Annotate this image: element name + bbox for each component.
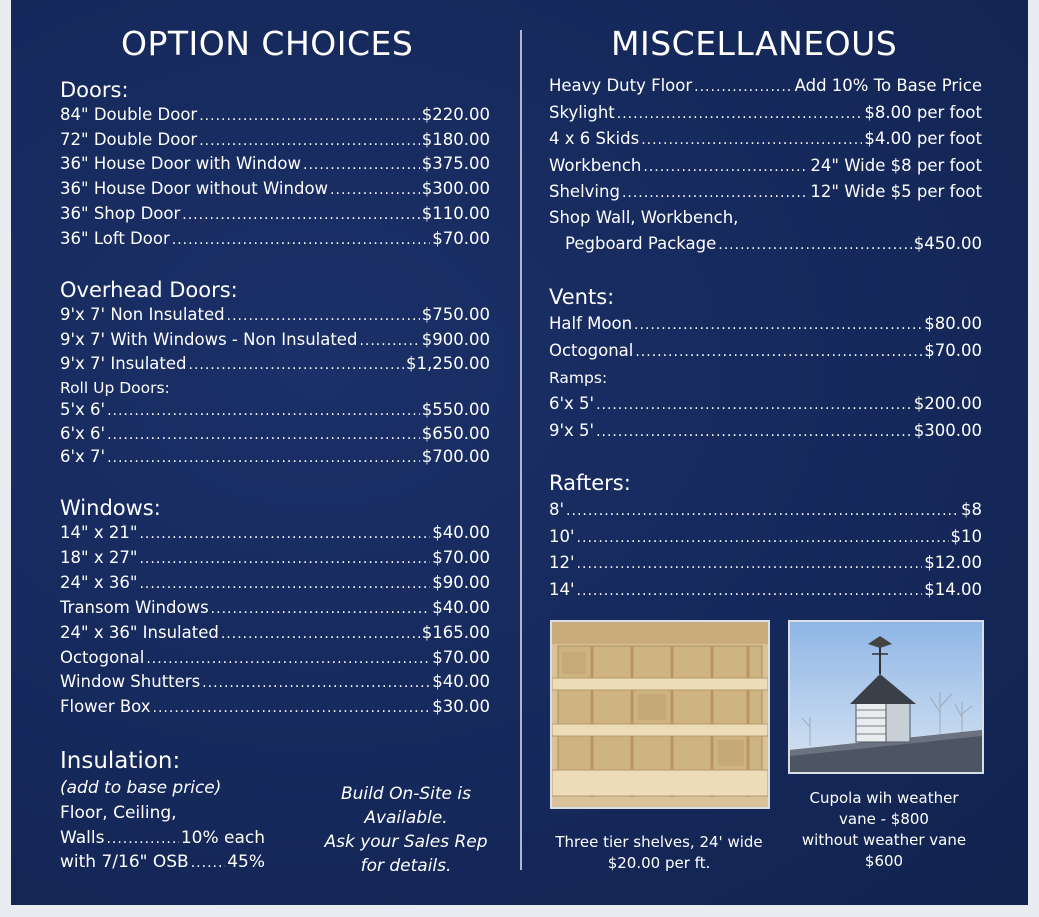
ramp-item-label: 6'x 5' <box>549 394 595 413</box>
shelves-illustration <box>552 622 768 807</box>
leader-dots <box>566 499 959 523</box>
leader-dots <box>617 102 863 126</box>
overhead-door-item <box>60 328 490 352</box>
misc-item-label: Workbench <box>549 155 642 175</box>
onsite-line2: Available. <box>364 808 448 828</box>
leader-dots <box>577 526 949 550</box>
roll-up-door-item-price: $550.00 <box>421 400 490 419</box>
window-item-label: 24" x 36" <box>60 572 138 592</box>
window-item-price: $165.00 <box>421 622 490 642</box>
shelves-caption-line2: $20.00 per ft. <box>607 854 711 872</box>
overhead-doors-heading: Overhead Doors: <box>60 278 238 302</box>
door-item-price: $70.00 <box>432 228 490 248</box>
vent-item <box>549 312 982 336</box>
roll-up-door-item-price: $700.00 <box>421 447 490 467</box>
vent-item-label: Half Moon <box>549 314 633 333</box>
leader-dots <box>718 233 911 257</box>
miscellaneous-title: MISCELLANEOUS <box>611 24 898 63</box>
leader-dots <box>182 203 420 227</box>
door-item-label: 36" House Door without Window <box>60 179 329 199</box>
door-item-price: $375.00 <box>421 154 490 174</box>
rafter-item <box>549 525 982 549</box>
rafter-item-price: $12.00 <box>924 553 982 573</box>
misc-item-price: $4.00 per foot <box>864 129 982 149</box>
door-item-label: 36" House Door with Window <box>60 154 302 174</box>
window-item <box>60 596 490 620</box>
window-item <box>60 670 490 694</box>
roll-up-door-item-label: 6'x 6' <box>60 423 106 443</box>
window-item-price: $30.00 <box>432 697 490 717</box>
insulation-note: (add to base price) <box>60 778 222 798</box>
rafter-item-label: 10' <box>549 526 575 546</box>
vent-item-label: Octogonal <box>549 341 634 360</box>
misc-item-label: Shelving <box>549 182 620 202</box>
rafter-item <box>549 578 982 602</box>
leader-dots <box>199 104 420 128</box>
overhead-door-item-price: $750.00 <box>421 305 490 324</box>
vents-heading: Vents: <box>549 285 615 309</box>
rafter-item-price: $8 <box>961 500 982 519</box>
window-item-label: 24" x 36" Insulated <box>60 622 219 642</box>
leader-dots <box>189 353 405 377</box>
misc-item-label: 4 x 6 Skids <box>549 129 640 149</box>
ramp-item-price: $200.00 <box>913 394 982 413</box>
window-item <box>60 695 490 719</box>
leader-dots <box>146 647 430 671</box>
door-item <box>60 152 490 176</box>
misc-item <box>549 101 982 125</box>
door-item-label: 72" Double Door <box>60 129 198 149</box>
misc-item-price: $8.00 per foot <box>864 102 982 122</box>
overhead-door-item-label: 9'x 7' With Windows - Non Insulated <box>60 329 358 349</box>
window-item <box>60 546 490 570</box>
roll-up-door-item-price: $650.00 <box>421 423 490 443</box>
window-item-price: $70.00 <box>432 547 490 567</box>
ramp-item-price: $300.00 <box>913 421 982 440</box>
window-item-label: 14" x 21" <box>60 523 138 542</box>
leader-dots <box>221 622 420 646</box>
ramps-label: Ramps: <box>549 369 608 387</box>
vent-item-price: $70.00 <box>924 341 982 360</box>
leader-dots <box>641 128 862 152</box>
insulation-osb-label: with 7/16" OSB <box>60 852 189 872</box>
doors-heading: Doors: <box>60 78 129 102</box>
door-item <box>60 177 490 201</box>
misc-item <box>549 127 982 151</box>
leader-dots <box>172 228 431 252</box>
misc-item-price: 12" Wide $5 per foot <box>810 182 982 202</box>
misc-item-price: Add 10% To Base Price <box>794 76 982 95</box>
option-choices-title: OPTION CHOICES <box>121 24 414 63</box>
rafter-item-label: 12' <box>549 553 575 573</box>
windows-heading: Windows: <box>60 496 161 520</box>
door-item-label: 84" Double Door <box>60 105 198 124</box>
ramp-item <box>549 392 982 416</box>
cupola-photo <box>788 620 984 774</box>
window-item-price: $90.00 <box>432 572 490 592</box>
roll-up-door-item-label: 5'x 6' <box>60 400 106 419</box>
window-item-label: Flower Box <box>60 697 151 717</box>
overhead-door-item <box>60 352 490 376</box>
leader-dots <box>694 75 792 99</box>
cupola-illustration <box>790 622 982 772</box>
onsite-line3: Ask your Sales Rep <box>324 832 488 852</box>
leader-dots <box>577 552 923 576</box>
rafter-item <box>549 498 982 522</box>
leader-dots <box>139 572 430 596</box>
window-item-label: Octogonal <box>60 647 145 667</box>
roll-up-doors-label: Roll Up Doors: <box>60 379 170 397</box>
rafters-heading: Rafters: <box>549 471 631 495</box>
column-divider <box>520 30 522 870</box>
leader-dots <box>303 153 420 177</box>
roll-up-door-item <box>60 445 490 469</box>
window-item-label: 18" x 27" <box>60 547 138 567</box>
leader-dots <box>330 178 420 202</box>
misc-item <box>549 74 982 98</box>
rafter-item-price: $14.00 <box>924 580 982 600</box>
insulation-line1: Floor, Ceiling, <box>60 803 177 823</box>
window-item <box>60 621 490 645</box>
leader-dots <box>211 597 431 621</box>
leader-dots <box>107 423 420 447</box>
misc-item <box>549 154 982 178</box>
leader-dots <box>199 129 420 153</box>
leader-dots <box>596 393 912 417</box>
leader-dots <box>634 313 922 337</box>
leader-dots <box>106 827 178 851</box>
roll-up-door-item-label: 6'x 7' <box>60 447 106 467</box>
cupola-caption-line1: Cupola wih weather <box>809 789 959 807</box>
window-item-price: $40.00 <box>432 672 490 692</box>
onsite-line1: Build On-Site is <box>341 784 471 804</box>
leader-dots <box>191 851 225 875</box>
leader-dots <box>622 181 808 205</box>
door-item <box>60 227 490 251</box>
pegboard-package-value: $450.00 <box>913 234 982 253</box>
pegboard-package-row <box>565 232 982 256</box>
leader-dots <box>359 329 419 353</box>
leader-dots <box>202 671 430 695</box>
cupola-caption-line4: $600 <box>864 852 904 870</box>
onsite-line4: for details. <box>360 856 452 876</box>
roll-up-door-item <box>60 422 490 446</box>
insulation-walls-row <box>60 826 265 850</box>
leader-dots <box>139 522 430 546</box>
door-item <box>60 202 490 226</box>
door-item-price: $300.00 <box>421 179 490 199</box>
ramp-item <box>549 419 982 443</box>
window-item-price: $70.00 <box>432 647 490 667</box>
leader-dots <box>107 446 420 470</box>
window-item <box>60 571 490 595</box>
rafter-item-price: $10 <box>950 526 982 546</box>
leader-dots <box>635 340 922 364</box>
leader-dots <box>153 696 431 720</box>
vent-item-price: $80.00 <box>924 314 982 333</box>
window-item-price: $40.00 <box>432 523 490 542</box>
cupola-caption <box>776 788 992 872</box>
vent-item <box>549 339 982 363</box>
cupola-caption-line2: vane - $800 <box>839 810 929 828</box>
door-item <box>60 103 490 127</box>
leader-dots <box>139 547 430 571</box>
window-item <box>60 521 490 545</box>
overhead-door-item-price: $900.00 <box>421 329 490 349</box>
pegboard-package-label: Pegboard Package <box>565 234 717 253</box>
ramp-item-label: 9'x 5' <box>549 421 595 440</box>
roll-up-door-item <box>60 398 490 422</box>
door-item-price: $180.00 <box>421 129 490 149</box>
onsite-note <box>306 782 506 878</box>
window-item-label: Window Shutters <box>60 672 201 692</box>
insulation-heading: Insulation: <box>60 748 181 774</box>
insulation-osb-value: 45% <box>227 852 265 872</box>
shelves-caption-line1: Three tier shelves, 24' wide <box>555 833 763 851</box>
misc-item-label: Heavy Duty Floor <box>549 76 693 95</box>
rafter-item <box>549 551 982 575</box>
window-item <box>60 646 490 670</box>
shelves-photo <box>550 620 770 809</box>
misc-item-label: Skylight <box>549 102 615 122</box>
door-item-price: $110.00 <box>421 203 490 223</box>
leader-dots <box>577 579 923 603</box>
leader-dots <box>107 399 420 423</box>
cupola-caption-line3: without weather vane <box>801 831 967 849</box>
misc-item-price: 24" Wide $8 per foot <box>810 155 982 175</box>
rafter-item-label: 14' <box>549 580 575 600</box>
overhead-door-item-label: 9'x 7' Non Insulated <box>60 305 225 324</box>
window-item-label: Transom Windows <box>60 597 209 617</box>
insulation-walls-label: Walls <box>60 828 105 848</box>
door-item-price: $220.00 <box>421 105 490 124</box>
overhead-door-item-price: $1,250.00 <box>406 354 490 374</box>
leader-dots <box>643 155 808 179</box>
leader-dots <box>227 304 420 328</box>
window-item-price: $40.00 <box>432 597 490 617</box>
door-item-label: 36" Loft Door <box>60 228 170 248</box>
package-line1: Shop Wall, Workbench, <box>549 208 739 227</box>
rafter-item-label: 8' <box>549 500 565 519</box>
insulation-osb-row <box>60 850 265 874</box>
insulation-walls-value: 10% each <box>180 828 265 848</box>
door-item-label: 36" Shop Door <box>60 203 181 223</box>
shelves-caption <box>531 832 787 874</box>
overhead-door-item-label: 9'x 7' Insulated <box>60 354 187 374</box>
overhead-door-item <box>60 303 490 327</box>
price-sheet-panel <box>11 0 1028 905</box>
leader-dots <box>596 420 912 444</box>
door-item <box>60 128 490 152</box>
misc-item <box>549 180 982 204</box>
